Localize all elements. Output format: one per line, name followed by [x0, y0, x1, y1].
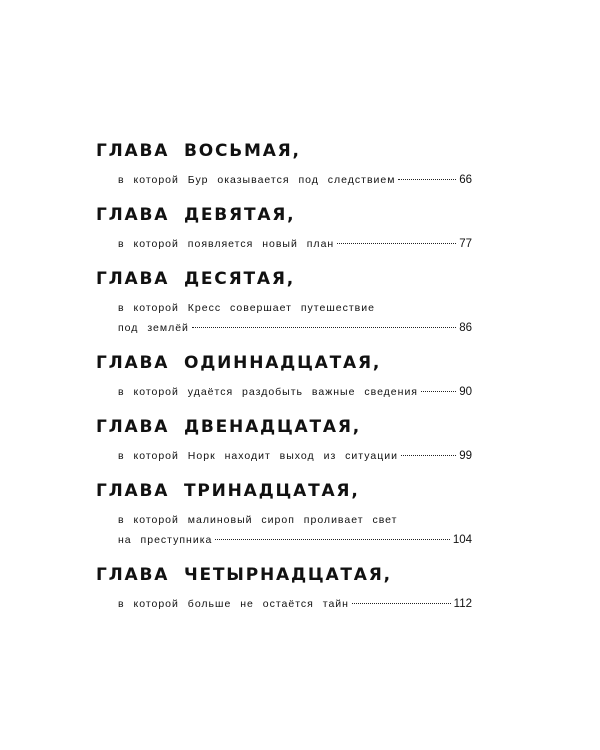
page-number: 104	[452, 534, 472, 546]
chapter-subtitle: в которой больше не остаётся тайн	[118, 598, 349, 610]
toc-entry-chapter-9	[96, 204, 472, 254]
chapter-subtitle-line	[96, 382, 472, 402]
toc-entry-chapter-8	[96, 140, 472, 190]
chapter-subtitle-line	[96, 234, 472, 254]
dot-leader	[192, 327, 456, 328]
toc-entry-chapter-12	[96, 416, 472, 466]
chapter-subtitle: в которой появляется новый план	[118, 238, 335, 250]
chapter-subtitle-continued: под землёй	[118, 322, 189, 334]
chapter-subtitle-continued: на преступника	[118, 534, 213, 546]
dot-leader	[352, 603, 451, 604]
dot-leader	[337, 243, 456, 244]
chapter-title: ГЛАВА ОДИННАДЦАТАЯ,	[96, 353, 382, 373]
chapter-title: ГЛАВА ЧЕТЫРНАДЦАТАЯ,	[96, 565, 392, 585]
page-number: 66	[459, 174, 472, 186]
page-number: 99	[459, 450, 472, 462]
toc-entry-chapter-14	[96, 564, 472, 614]
toc-entry-chapter-13	[96, 480, 472, 550]
chapter-subtitle: в которой Кресс совершает путешествие	[118, 302, 375, 314]
toc-entry-chapter-11	[96, 352, 472, 402]
dot-leader	[421, 391, 456, 392]
chapter-title: ГЛАВА ВОСЬМАЯ,	[96, 141, 301, 161]
chapter-subtitle-line	[96, 446, 472, 466]
chapter-title: ГЛАВА ДЕСЯТАЯ,	[96, 269, 295, 289]
chapter-subtitle-line	[96, 318, 472, 338]
chapter-subtitle: в которой малиновый сироп проливает свет	[118, 514, 398, 526]
page-number: 90	[459, 386, 472, 398]
chapter-subtitle-line	[96, 170, 472, 190]
chapter-subtitle-line	[96, 594, 472, 614]
dot-leader	[398, 179, 456, 180]
toc-entry-chapter-10	[96, 268, 472, 338]
chapter-subtitle: в которой Бур оказывается под следствием	[118, 174, 396, 186]
chapter-subtitle: в которой удаётся раздобыть важные сведения	[118, 386, 418, 398]
dot-leader	[401, 455, 456, 456]
chapter-title: ГЛАВА ТРИНАДЦАТАЯ,	[96, 481, 360, 501]
page-number: 77	[459, 238, 472, 250]
table-of-contents	[96, 140, 472, 628]
dot-leader	[215, 539, 449, 540]
chapter-subtitle: в которой Норк находит выход из ситуации	[118, 450, 398, 462]
page-number: 112	[453, 598, 472, 610]
chapter-title: ГЛАВА ДЕВЯТАЯ,	[96, 205, 296, 225]
chapter-subtitle-line	[96, 530, 472, 550]
page-number: 86	[459, 322, 472, 334]
chapter-title: ГЛАВА ДВЕНАДЦАТАЯ,	[96, 417, 362, 437]
